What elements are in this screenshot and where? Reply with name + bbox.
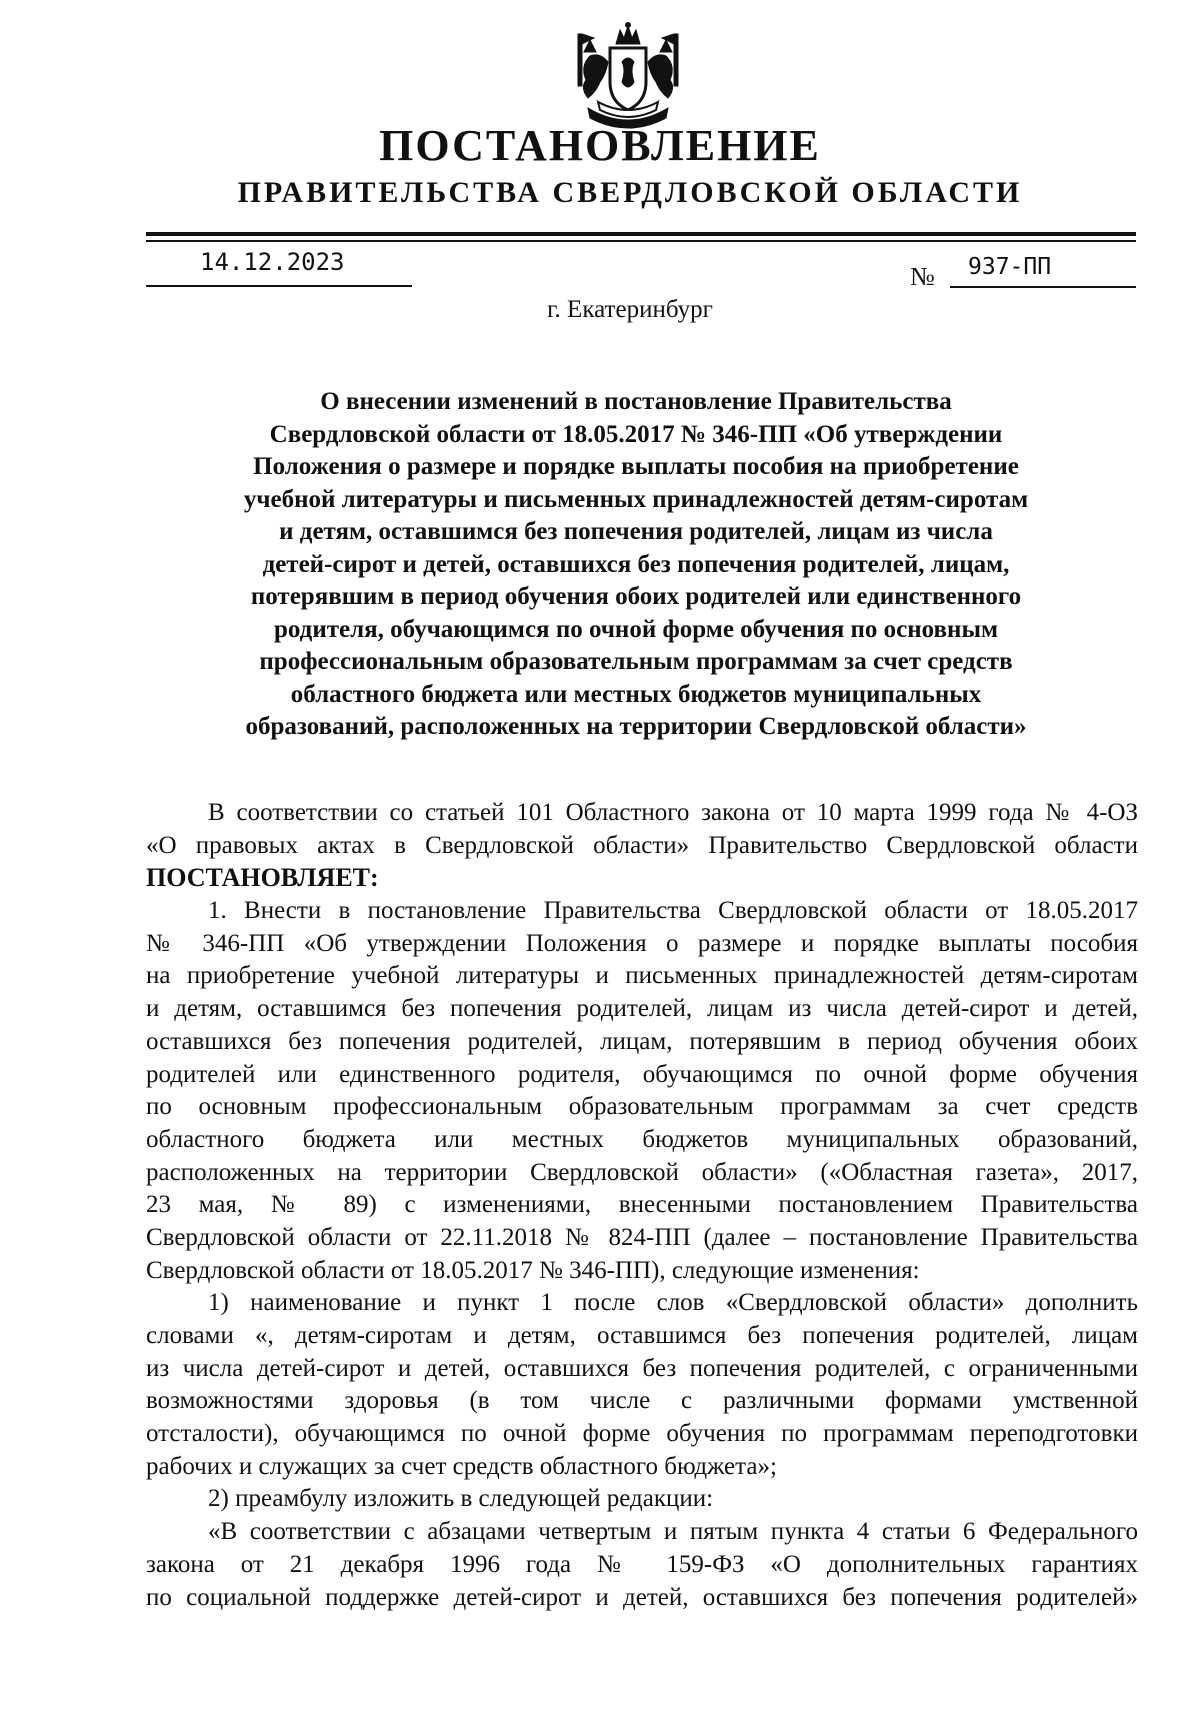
body-line: «О правовых актах в Свердловской области» Правительство Свердловской области [146, 831, 1138, 859]
title-line: родителя, обучающимся по очной форме обучения по основным [274, 615, 998, 643]
decree-keyword: ПОСТАНОВЛЯЕТ: [146, 863, 379, 893]
body-line: по социальной поддержке детей-сирот и детей, оставшихся без попечения родителей» [146, 1583, 1138, 1611]
body-line: рабочих и служащих за счет средств областного бюджета»; [146, 1452, 777, 1480]
document-date: 14.12.2023 [200, 248, 345, 276]
body-line: 1. Внести в постановление Правительства Свердловской области от 18.05.2017 [208, 897, 1138, 925]
body-line: родителей или единственного родителя, обучающимся по очной форме обучения [146, 1060, 1138, 1088]
date-underline [146, 285, 412, 287]
title-line: и детям, оставшимся без попечения родителей, лицам из числа [279, 518, 993, 545]
body-line: и детям, оставшимся без попечения родителей, лицам из числа детей-сирот и детей, [146, 995, 1138, 1023]
document-type-heading: ПОСТАНОВЛЕНИЕ [379, 121, 821, 170]
body-line: на приобретение учебной литературы и письменных принадлежностей детям-сиротам [146, 962, 1138, 990]
title-line: потерявшим в период обучения обоих родителей или единственного [250, 583, 1022, 610]
title-line: О внесении изменений в постановление Правительства [320, 388, 952, 415]
number-sign: № [910, 262, 935, 291]
body-line: словами «, детям-сиротам и детям, оставшимся без попечения родителей, лицам [146, 1322, 1138, 1349]
body-line: Свердловской области от 18.05.2017 № 346-ПП), следующие изменения: [146, 1256, 920, 1284]
body-line: оставшихся без попечения родителей, лицам, потерявшим в период обучения обоих [146, 1027, 1138, 1055]
body-line: расположенных на территории Свердловской области» («Областная газета», 2017, [146, 1158, 1138, 1186]
body-line: 1) наименование и пункт 1 после слов «Свердловской области» дополнить [208, 1289, 1138, 1317]
title-line: учебной литературы и письменных принадлежностей детям-сиротам [243, 485, 1029, 513]
body-line: по основным профессиональным образовательным программам за счет средств [146, 1093, 1138, 1121]
city-line: г. Екатеринбург [547, 296, 713, 323]
body-line: 23 мая, № 89) с изменениями, внесенными постановлением Правительства [146, 1191, 1138, 1219]
header-rule-thick [146, 232, 1136, 236]
body-line: 2) преамбулу изложить в следующей редакции: [208, 1485, 714, 1513]
body-line: закона от 21 декабря 1996 года № 159-ФЗ «О дополнительных гарантиях [146, 1550, 1138, 1578]
body-line: отсталости), обучающимся по очной форме обучения по программам переподготовки [146, 1420, 1138, 1448]
issuer-heading: ПРАВИТЕЛЬСТВА СВЕРДЛОВСКОЙ ОБЛАСТИ [237, 176, 1023, 209]
header-rule-thin [146, 240, 1136, 242]
document-number: 937-ПП [968, 254, 1052, 280]
body-line: № 346-ПП «Об утверждении Положения о размере и порядке выплаты пособия [146, 929, 1138, 957]
document-body [146, 797, 1138, 1614]
body-line: В соответствии со статьей 101 Областного закона от 10 марта 1999 года № 4-ОЗ [208, 799, 1138, 826]
document-title [176, 386, 1096, 744]
title-line: Положения о размере и порядке выплаты пособия на приобретение [253, 453, 1019, 480]
coat-of-arms-icon [570, 22, 686, 132]
body-line: Свердловской области от 22.11.2018 № 824-ПП (далее – постановление Правительства [146, 1223, 1138, 1251]
number-underline [950, 286, 1136, 288]
title-line: профессиональным образовательным программам за счет средств [259, 648, 1013, 675]
body-line: из числа детей-сирот и детей, оставшихся без попечения родителей, с ограниченными [146, 1354, 1138, 1382]
body-line: областного бюджета или местных бюджетов муниципальных образований, [146, 1125, 1138, 1153]
title-line: Свердловской области от 18.05.2017 № 346-ПП «Об утверждении [269, 420, 1003, 448]
title-line: областного бюджета или местных бюджетов муниципальных [290, 680, 982, 708]
body-line: «В соответствии с абзацами четвертым и пятым пункта 4 статьи 6 Федерального [208, 1518, 1138, 1546]
title-line: детей-сирот и детей, оставшихся без попечения родителей, лицам, [262, 550, 1010, 578]
title-line: образований, расположенных на территории Свердловской области» [245, 713, 1027, 740]
body-line: возможностями здоровья (в том числе с различными формами умственной [146, 1387, 1138, 1415]
